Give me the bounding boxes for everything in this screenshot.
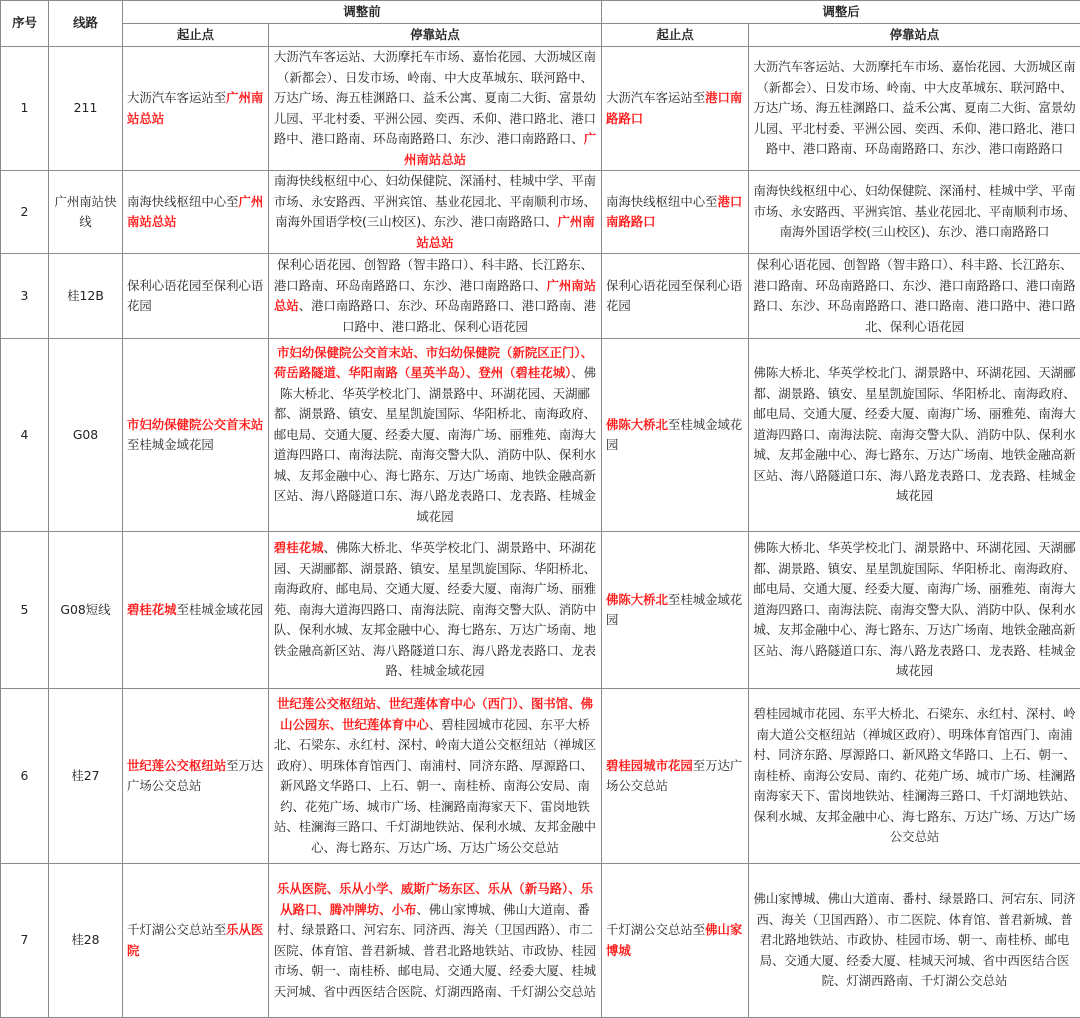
- text-segment: 、佛陈大桥北、华英学校北门、湖景路中、环湖花园、天湖郦都、湖景路、镇安、星星凯旋国际、华阳桥北、南海政府、邮电局、交通大厦、经委大厦、南海广场、丽雅苑、南海大道海四路口、南海法院、南海交警大队、消防中队、保利水城、友邦金融中心、海七路东、万达广场南、地铁金融高新区站、海八路隧道口东、海八路龙表路口、龙表路、桂城金域花园: [274, 540, 596, 678]
- text-segment: 至桂城金域花园: [606, 592, 742, 628]
- cell-after-stops: [749, 171, 1080, 254]
- text-segment: 至桂城金域花园: [127, 437, 214, 452]
- cell-before-stops: [269, 532, 602, 689]
- text-segment: 保利心语花园至保利心语花园: [127, 278, 263, 314]
- text-segment: 、佛陈大桥北、华英学校北门、湖景路中、环湖花园、天湖郦都、湖景路、镇安、星星凯旋国际、华阳桥北、南海政府、邮电局、交通大厦、经委大厦、南海广场、丽雅苑、南海大道海四路口、南海法院、南海交警大队、消防中队、保利水城、友邦金融中心、海七路东、万达广场南、地铁金融高新区站、海八路隧道口东、海八路龙表路口、龙表路、桂城金域花园: [274, 365, 596, 524]
- text-segment: 大沥汽车客运站、大沥摩托车市场、嘉怡花园、大沥城区南（新都会）、日发市场、岭南、中大皮革城东、联河路中、万达广场、海五桂渊路口、益禾公寓、夏南二大街、富景幼儿园、平北村委、平洲公园、奕西、禾仰、港口路北、港口路中、港口路南、环岛南路路口、东沙、港口南路路口: [753, 59, 1075, 156]
- text-segment: 大沥汽车客运站至: [127, 90, 226, 105]
- cell-seq: 2: [1, 171, 49, 254]
- header-before-stops: 停靠站点: [269, 24, 602, 47]
- cell-route: G08: [49, 339, 123, 532]
- text-segment: 至桂城金域花园: [177, 602, 264, 617]
- highlighted-text: 港口南路路口: [606, 90, 742, 126]
- cell-before-endpoints: [123, 532, 269, 689]
- highlighted-text: 碧桂花城: [274, 540, 324, 555]
- cell-route: 桂12B: [49, 254, 123, 339]
- cell-before-endpoints: [123, 171, 269, 254]
- text-segment: 保利心语花园、创智路（智丰路口）、科丰路、长江路东、港口路南、环岛南路路口、东沙、港口南路路口、港口南路路口、东沙、环岛南路路口、港口路南、港口路中、港口路北、保利心语花园: [753, 257, 1075, 334]
- cell-route: 广州南站快线: [49, 171, 123, 254]
- cell-seq: 3: [1, 254, 49, 339]
- text-segment: 千灯湖公交总站至: [127, 922, 226, 937]
- text-segment: 、碧桂园城市花园、东平大桥北、石梁东、永红村、深村、岭南大道公交枢纽站（禅城区政府）、明珠体育馆西门、南浦村、同济东路、厚源路口、新风路文华路口、上石、朝一、南桂桥、南海公安局、南约、花苑广场、城市广场、桂澜路南海家天下、雷岗地铁站、桂澜海三路口、千灯湖地铁站、保利水城、友邦金融中心、海七路东、万达广场、万达广场公交总站: [274, 717, 596, 855]
- highlighted-text: 广州南站总站: [274, 278, 596, 314]
- table-row: [1, 864, 1080, 1018]
- text-segment: 保利心语花园、创智路（智丰路口）、科丰路、长江路东、港口路南、环岛南路路口、东沙、港口南路路口、: [274, 257, 593, 293]
- text-segment: 千灯湖公交总站至: [606, 922, 705, 937]
- highlighted-text: 佛陈大桥北: [606, 417, 668, 432]
- header-before-endpoints: 起止点: [123, 24, 269, 47]
- cell-before-stops: [269, 689, 602, 864]
- header-after-endpoints: 起止点: [602, 24, 749, 47]
- cell-seq: 4: [1, 339, 49, 532]
- cell-after-endpoints: [602, 532, 749, 689]
- table-row: [1, 689, 1080, 864]
- header-seq: 序号: [1, 1, 49, 47]
- highlighted-text: 广州南站总站: [416, 214, 594, 250]
- text-segment: 佛陈大桥北、华英学校北门、湖景路中、环湖花园、天湖郦都、湖景路、镇安、星星凯旋国际、华阳桥北、南海政府、邮电局、交通大厦、经委大厦、南海广场、丽雅苑、南海大道海四路口、南海法院、南海交警大队、消防中队、保利水城、友邦金融中心、海七路东、万达广场南、地铁金融高新区站、海八路隧道口东、海八路龙表路口、龙表路、桂城金域花园: [753, 365, 1075, 503]
- cell-after-endpoints: [602, 171, 749, 254]
- header-after: 调整后: [602, 1, 1080, 24]
- cell-before-stops: [269, 864, 602, 1018]
- table-row: [1, 339, 1080, 532]
- highlighted-text: 佛陈大桥北: [606, 592, 668, 607]
- cell-after-stops: [749, 864, 1080, 1018]
- text-segment: 佛陈大桥北、华英学校北门、湖景路中、环湖花园、天湖郦都、湖景路、镇安、星星凯旋国际、华阳桥北、南海政府、邮电局、交通大厦、经委大厦、南海广场、丽雅苑、南海大道海四路口、南海法院、南海交警大队、消防中队、保利水城、友邦金融中心、海七路东、万达广场南、地铁金融高新区站、海八路隧道口东、海八路龙表路口、龙表路、桂城金域花园: [753, 540, 1075, 678]
- text-segment: 南海快线枢纽中心至: [127, 194, 239, 209]
- cell-seq: 7: [1, 864, 49, 1018]
- highlighted-text: 乐从医院: [127, 922, 263, 958]
- cell-after-stops: [749, 689, 1080, 864]
- text-segment: 碧桂园城市花园、东平大桥北、石梁东、永红村、深村、岭南大道公交枢纽站（禅城区政府）、明珠体育馆西门、南浦村、同济东路、厚源路口、新风路文华路口、上石、朝一、南桂桥、南海公安局、南约、花苑广场、城市广场、桂澜路南海家天下、雷岗地铁站、桂澜海三路口、千灯湖地铁站、保利水城、友邦金融中心、海七路东、万达广场、万达广场公交总站: [753, 706, 1075, 844]
- table-row: [1, 47, 1080, 171]
- text-segment: 保利心语花园至保利心语花园: [606, 278, 742, 314]
- cell-before-stops: [269, 171, 602, 254]
- highlighted-text: 市妇幼保健院公交首末站: [127, 417, 263, 432]
- highlighted-text: 世纪莲公交枢纽站: [127, 758, 226, 773]
- cell-route: 桂27: [49, 689, 123, 864]
- cell-route: 桂28: [49, 864, 123, 1018]
- highlighted-text: 市妇幼保健院公交首末站、市妇幼保健院（新院区正门）、荷岳路隧道、华阳南路（星英半岛）、登州（碧桂花城）: [274, 345, 593, 381]
- cell-after-endpoints: [602, 339, 749, 532]
- cell-route: G08短线: [49, 532, 123, 689]
- cell-after-stops: [749, 532, 1080, 689]
- cell-before-endpoints: [123, 47, 269, 171]
- highlighted-text: 佛山家博城: [606, 922, 742, 958]
- text-segment: 南海快线枢纽中心、妇幼保健院、深涌村、桂城中学、平南市场、永安路西、平洲宾馆、基业花园北、平南顺利市场、南海外国语学校(三山校区)、东沙、港口南路路口: [753, 183, 1075, 239]
- cell-before-stops: [269, 339, 602, 532]
- table-body: [1, 47, 1080, 1018]
- table-row: [1, 254, 1080, 339]
- highlighted-text: 广州南站总站: [127, 194, 263, 230]
- text-segment: 、佛山家博城、佛山大道南、番村、绿景路口、河宕东、同济西、海关（卫国西路）、市二医院、体育馆、普君新城、普君北路地铁站、市政协、桂园市场、朝一、南桂桥、邮电局、交通大厦、经委大厦、桂城天河城、省中西医结合医院、灯湖西路南、千灯湖公交总站: [274, 902, 596, 999]
- text-segment: 大沥汽车客运站至: [606, 90, 705, 105]
- cell-after-endpoints: [602, 689, 749, 864]
- cell-after-stops: [749, 254, 1080, 339]
- cell-seq: 6: [1, 689, 49, 864]
- highlighted-text: 碧桂园城市花园: [606, 758, 693, 773]
- highlighted-text: 碧桂花城: [127, 602, 177, 617]
- cell-before-stops: [269, 254, 602, 339]
- cell-before-stops: [269, 47, 602, 171]
- highlighted-text: 世纪莲公交枢纽站、世纪莲体育中心（西门）、图书馆、佛山公园东、世纪莲体育中心: [277, 696, 593, 732]
- table-row: [1, 171, 1080, 254]
- highlighted-text: 乐从医院、乐从小学、威斯广场东区、乐从（新马路）、乐从路口、腾冲牌坊、小布: [277, 881, 593, 917]
- highlighted-text: 广州南站总站: [127, 90, 263, 126]
- text-segment: 至万达广场公交总站: [606, 758, 742, 794]
- text-segment: 佛山家博城、佛山大道南、番村、绿景路口、河宕东、同济西、海关（卫国西路）、市二医院、体育馆、普君新城、普君北路地铁站、市政协、桂园市场、朝一、南桂桥、邮电局、交通大厦、经委大厦、桂城天河城、省中西医结合医院、灯湖西路南、千灯湖公交总站: [753, 891, 1075, 988]
- text-segment: 至桂城金域花园: [606, 417, 742, 453]
- cell-route: 211: [49, 47, 123, 171]
- header-after-stops: 停靠站点: [749, 24, 1080, 47]
- header-route: 线路: [49, 1, 123, 47]
- text-segment: 、港口南路路口、东沙、环岛南路路口、港口路南、港口路中、港口路北、保利心语花园: [299, 298, 596, 334]
- text-segment: 南海快线枢纽中心、妇幼保健院、深涌村、桂城中学、平南市场、永安路西、平洲宾馆、基业花园北、平南顺利市场、南海外国语学校(三山校区)、东沙、港口南路路口、: [274, 173, 596, 229]
- cell-before-endpoints: [123, 339, 269, 532]
- cell-before-endpoints: [123, 689, 269, 864]
- header-before: 调整前: [123, 1, 602, 24]
- cell-seq: 5: [1, 532, 49, 689]
- text-segment: 南海快线枢纽中心至: [606, 194, 718, 209]
- cell-after-endpoints: [602, 864, 749, 1018]
- highlighted-text: 广州南站总站: [404, 131, 596, 167]
- cell-after-endpoints: [602, 254, 749, 339]
- cell-after-stops: [749, 47, 1080, 171]
- cell-after-endpoints: [602, 47, 749, 171]
- cell-before-endpoints: [123, 864, 269, 1018]
- table-row: [1, 532, 1080, 689]
- text-segment: 大沥汽车客运站、大沥摩托车市场、嘉怡花园、大沥城区南（新都会）、日发市场、岭南、中大皮革城东、联河路中、万达广场、海五桂渊路口、益禾公寓、夏南二大街、富景幼儿园、平北村委、平洲公园、奕西、禾仰、港口路北、港口路中、港口路南、环岛南路路口、东沙、港口南路路口、: [274, 49, 596, 146]
- text-segment: 至万达广场公交总站: [127, 758, 263, 794]
- cell-seq: 1: [1, 47, 49, 171]
- cell-after-stops: [749, 339, 1080, 532]
- cell-before-endpoints: [123, 254, 269, 339]
- highlighted-text: 港口南路路口: [606, 194, 742, 230]
